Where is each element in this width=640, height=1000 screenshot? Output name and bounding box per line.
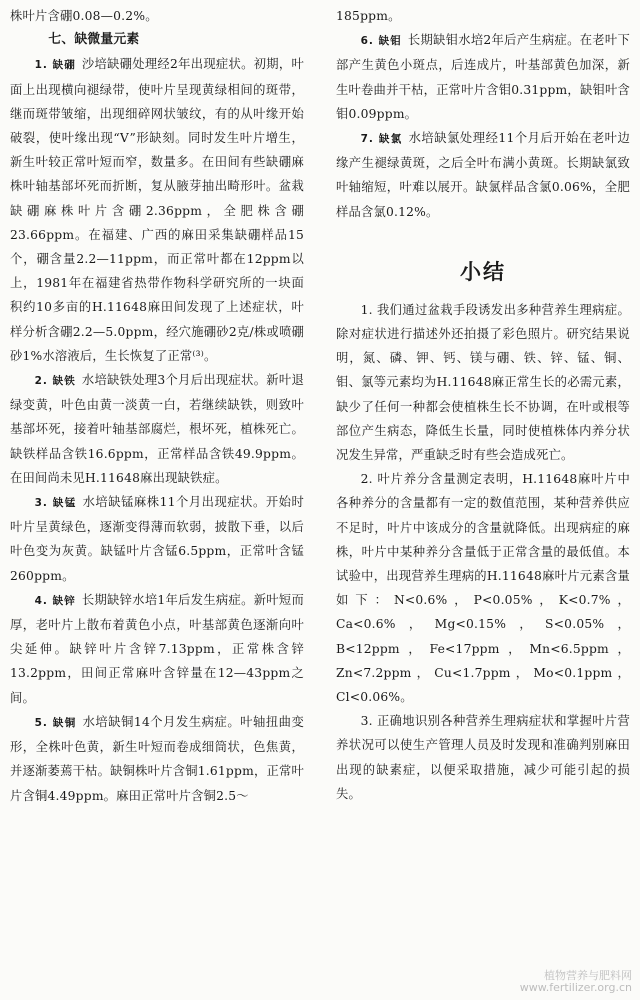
paragraph-zinc: [10, 588, 304, 710]
summary-point-3: 3. 正确地识别各种营养生理病症状和掌握叶片营养状况可以使生产管理人员及时发现和准确判别麻田出现的缺素症，以便采取措施，减少可能引起的损失。: [336, 714, 630, 801]
manganese-text: 水培缺锰麻株11个月出现症状。开始时叶片呈黄绿色，逐渐变得薄而软弱，披散下垂，以后叶色变为灰黄。缺锰叶片含锰6.5ppm，正常叶含锰260ppm。: [10, 495, 305, 583]
boron-heading: 1. 缺硼: [34, 59, 76, 72]
right-column: [336, 4, 630, 806]
section-title: 七、缺微量元素: [48, 32, 140, 48]
chlorine-heading: 7. 缺氯: [360, 133, 403, 146]
paragraph-molybdenum: [336, 28, 630, 126]
paragraph-continuation: 株叶片含硼0.08—0.2%。: [10, 9, 158, 23]
zinc-heading: 4. 缺锌: [34, 594, 76, 607]
iron-text: 水培缺铁处理3个月后出现症状。新叶退绿变黄，叶色由黄一淡黄一白，若继续缺铁，则致叶基部坏死，接着叶轴基部腐烂，根坏死，植株死亡。缺铁样品含铁16.6ppm，正常样品含铁49.9ppm。在田间尚未见H.11648麻出现缺铁症。: [10, 373, 304, 485]
copper-text: 水培缺铜14个月发生病症。叶轴扭曲变形，全株叶色黄，新生叶短而卷成细筒状，色焦黄，并逐渐萎蔫干枯。缺铜株叶片含铜1.61ppm，正常叶片含铜4.49ppm。麻田正常叶片含铜2.5～: [10, 714, 305, 803]
summary-title: 小结: [460, 258, 506, 284]
watermark-line-1: 植物营养与肥料网: [544, 969, 632, 982]
molybdenum-heading: 6. 缺钼: [360, 35, 402, 48]
summary-point-1: 1. 我们通过盆栽手段诱发出多种营养生理病症。除对症状进行描述外还拍摄了彩色照片。研究结果说明，氮、磷、钾、钙、镁与硼、铁、锌、锰、铜、钼、氯等元素均为H.11648麻正常生长的必需元素，缺少了任何一种都会使植株生长不协调，在叶或根等部位产生病态，降低生长量，同时使植株体内养分状况发生异常，严重缺乏时有些会造成死亡。: [336, 302, 630, 463]
manganese-heading: 3. 缺锰: [34, 497, 77, 510]
copper-heading: 5. 缺铜: [34, 716, 77, 729]
watermark: [520, 970, 632, 994]
molybdenum-text: 长期缺钼水培2年后产生病症。在老叶下部产生黄色小斑点，后连成片，叶基部黄色加深，新生叶卷曲并干枯，正常叶片含钼0.31ppm，缺钼叶含钼0.09ppm。: [336, 33, 630, 121]
paragraph-manganese: [10, 490, 304, 588]
chlorine-text: 水培缺氯处理经11个月后开始在老叶边缘产生褪绿黄斑，之后全叶布满小黄斑。长期缺氯致叶轴缩短，叶难以展开。缺氯样品含氯0.06%，全肥样品含氯0.12%。: [336, 131, 631, 219]
left-column: [10, 4, 304, 808]
iron-heading: 2. 缺铁: [34, 375, 76, 388]
watermark-line-2: www.fertilizer.org.cn: [519, 981, 632, 994]
summary-point-2: 2. 叶片养分含量测定表明，H.11648麻叶片中各种养分的含量都有一定的数值范围，某种营养供应不足时，叶片中该成分的含量就降低。出现病症的麻株，叶片中某种养分含量低于正常含量的最低值。本试验中，出现营养生理病的H.11648麻叶片元素含量如下：N<0.6%，P<0.05%，K<0.7%，Ca<0.6%，Mg<0.15%，S<0.05%，B<12ppm，Fe<17ppm，Mn<6.5ppm，Zn<7.2ppm，Cu<1.7ppm，Mo<0.1ppm，Cl<0.06%。: [336, 472, 630, 705]
paragraph-continuation-right: 185ppm。: [336, 9, 401, 23]
paragraph-chlorine: [336, 126, 630, 224]
boron-text: 沙培缺硼处理经2年出现症状。初期，叶面上出现横向褪绿带，使叶片呈现黄绿相间的斑带，继而斑带皱缩，出现细碎网状皱纹，有的从叶缘开始破裂，使叶缘出现“V”形缺刻。同时发生叶片增生，新生叶较正常叶短而窄，数量多。在田间有些缺硼麻株叶轴基部坏死而折断，复从腋芽抽出畸形叶。盆栽缺硼麻株叶片含硼2.36ppm，全肥株含硼23.66ppm。在福建、广西的麻田采集缺硼样品15个，硼含量2.2—11ppm，而正常叶都在12ppm以上，1981年在福建省热带作物科学研究所的一块面积约10多亩的H.11648麻田间发现了上述症状，叶样分析含硼2.2—5.0ppm，经穴施硼砂2克/株或喷硼砂1%水溶液后，生长恢复了正常⁽³⁾。: [10, 57, 304, 363]
paragraph-iron: [10, 368, 304, 490]
paragraph-copper: [10, 710, 304, 808]
paragraph-boron: [10, 52, 304, 368]
zinc-text: 长期缺锌水培1年后发生病症。新叶短而厚，老叶片上散布着黄色小点，叶基部黄色逐渐向叶尖延伸。缺锌叶片含锌7.13ppm，正常株含锌13.2ppm，田间正常麻叶含锌量在12—43ppm之间。: [10, 592, 304, 705]
